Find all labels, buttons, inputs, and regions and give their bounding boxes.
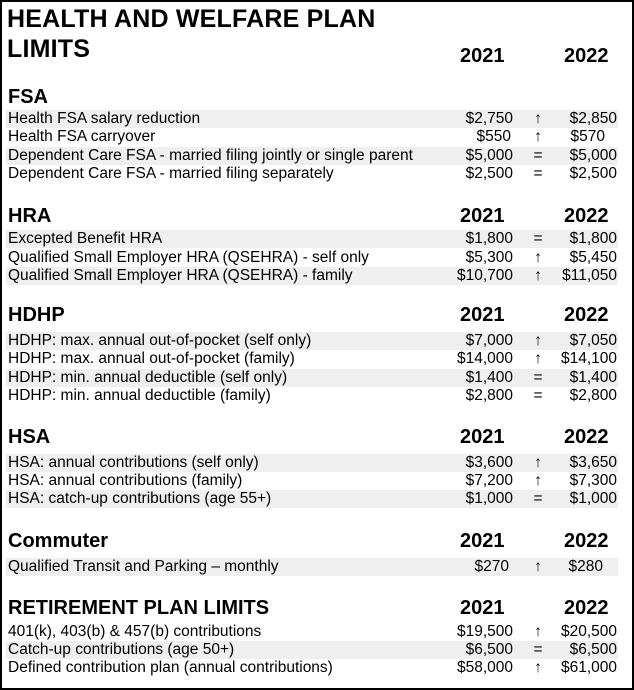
- row-label: Excepted Benefit HRA: [8, 230, 163, 247]
- value-2022: $5,450: [569, 249, 617, 266]
- table-row: [6, 110, 618, 128]
- row-label: HSA: annual contributions (self only): [8, 454, 259, 471]
- value-2021: $7,200: [465, 472, 513, 489]
- change-indicator: =: [533, 490, 543, 507]
- section-title-retirement: RETIREMENT PLAN LIMITS: [8, 597, 270, 619]
- value-2022: $5,000: [569, 147, 617, 164]
- change-indicator: ↑: [534, 659, 542, 676]
- section-year-2022: 2022: [564, 426, 609, 448]
- value-2022: $7,050: [569, 332, 617, 349]
- value-2021: $1,400: [465, 369, 513, 386]
- section-title-hsa: HSA: [8, 426, 51, 448]
- value-2021: $7,000: [465, 332, 513, 349]
- change-indicator: ↑: [534, 350, 542, 367]
- value-2022: $2,500: [569, 165, 617, 182]
- section-year-2021: 2021: [460, 530, 505, 552]
- table-row: [6, 472, 618, 490]
- value-2021: $2,500: [465, 165, 513, 182]
- table-row: [6, 490, 618, 508]
- table-row: [6, 558, 618, 576]
- row-label: HDHP: min. annual deductible (family): [8, 387, 271, 404]
- table-row: [6, 128, 618, 146]
- value-2022: $7,300: [569, 472, 617, 489]
- section-title-fsa: FSA: [8, 86, 48, 108]
- value-2022: $20,500: [560, 623, 617, 640]
- table-row: [6, 350, 618, 368]
- value-2021: $2,800: [465, 387, 513, 404]
- change-indicator: =: [533, 641, 543, 658]
- row-label: HSA: catch-up contributions (age 55+): [8, 490, 272, 507]
- change-indicator: =: [533, 369, 543, 386]
- section-year-2021: 2021: [460, 205, 505, 227]
- value-2022: $280: [568, 558, 603, 575]
- change-indicator: ↑: [534, 249, 542, 266]
- value-2021: $6,500: [465, 641, 513, 658]
- table-row: [6, 147, 618, 165]
- table-row: [6, 230, 618, 248]
- value-2022: $1,000: [569, 490, 617, 507]
- value-2021: $14,000: [456, 350, 513, 367]
- value-2022: $2,850: [569, 110, 617, 127]
- change-indicator: ↑: [534, 332, 542, 349]
- section-year-2021: 2021: [460, 304, 505, 326]
- change-indicator: ↑: [534, 558, 542, 575]
- table-row: [6, 387, 618, 405]
- table-row: [6, 165, 618, 183]
- value-2021: $550: [476, 128, 511, 145]
- table-row: [6, 454, 618, 472]
- row-label: Defined contribution plan (annual contributions): [8, 659, 333, 676]
- table-row: [6, 332, 618, 350]
- table-row: [6, 267, 618, 285]
- row-label: Dependent Care FSA - married filing separately: [8, 165, 334, 182]
- change-indicator: ↑: [534, 472, 542, 489]
- change-indicator: ↑: [534, 110, 542, 127]
- section-title-hra: HRA: [8, 205, 52, 227]
- value-2022: $570: [570, 128, 605, 145]
- section-year-2022: 2022: [564, 304, 609, 326]
- value-2021: $2,750: [465, 110, 513, 127]
- value-2022: $6,500: [569, 641, 617, 658]
- row-label: HDHP: min. annual deductible (self only): [8, 369, 288, 386]
- page-title: [7, 4, 427, 64]
- section-title-commuter: Commuter: [8, 530, 109, 552]
- value-2022: $1,800: [569, 230, 617, 247]
- change-indicator: ↑: [534, 267, 542, 284]
- value-2022: $2,800: [569, 387, 617, 404]
- row-label: 401(k), 403(b) & 457(b) contributions: [8, 623, 262, 640]
- row-label: HDHP: max. annual out-of-pocket (family): [8, 350, 295, 367]
- row-label: HDHP: max. annual out-of-pocket (self only): [8, 332, 312, 349]
- change-indicator: ↑: [534, 454, 542, 471]
- change-indicator: ↑: [534, 128, 542, 145]
- row-label: HSA: annual contributions (family): [8, 472, 243, 489]
- header-year-2022: 2022: [564, 45, 609, 67]
- title-line-1: HEALTH AND WELFARE PLAN: [7, 5, 376, 33]
- section-year-2021: 2021: [460, 426, 505, 448]
- section-title-hdhp: HDHP: [8, 304, 65, 326]
- row-label: Health FSA carryover: [8, 128, 156, 145]
- value-2022: $14,100: [560, 350, 617, 367]
- row-label: Qualified Small Employer HRA (QSEHRA) - self only: [8, 249, 369, 266]
- row-label: Dependent Care FSA - married filing jointly or single parent: [8, 147, 413, 164]
- row-label: Qualified Small Employer HRA (QSEHRA) - family: [8, 267, 353, 284]
- table-row: [6, 641, 618, 659]
- change-indicator: ↑: [534, 623, 542, 640]
- table-row: [6, 249, 618, 267]
- title-line-2: LIMITS: [7, 35, 91, 63]
- section-year-2022: 2022: [564, 205, 609, 227]
- section-year-2022: 2022: [564, 597, 609, 619]
- table-row: [6, 623, 618, 641]
- section-year-2022: 2022: [564, 530, 609, 552]
- value-2021: $3,600: [465, 454, 513, 471]
- change-indicator: =: [533, 230, 543, 247]
- change-indicator: =: [533, 387, 543, 404]
- value-2021: $270: [474, 558, 509, 575]
- row-label: Qualified Transit and Parking – monthly: [8, 558, 279, 575]
- value-2021: $5,300: [465, 249, 513, 266]
- value-2022: $3,650: [569, 454, 617, 471]
- change-indicator: =: [533, 165, 543, 182]
- header-year-2021: 2021: [460, 45, 505, 67]
- value-2021: $1,800: [465, 230, 513, 247]
- value-2021: $58,000: [456, 659, 513, 676]
- value-2021: $5,000: [465, 147, 513, 164]
- row-label: Catch-up contributions (age 50+): [8, 641, 235, 658]
- value-2021: $19,500: [456, 623, 513, 640]
- change-indicator: =: [533, 147, 543, 164]
- table-row: [6, 659, 618, 677]
- value-2022: $1,400: [569, 369, 617, 386]
- row-label: Health FSA salary reduction: [8, 110, 201, 127]
- value-2022: $61,000: [560, 659, 617, 676]
- value-2022: $11,050: [562, 267, 617, 284]
- value-2021: $10,700: [456, 267, 513, 284]
- table-row: [6, 369, 618, 387]
- section-year-2021: 2021: [460, 597, 505, 619]
- value-2021: $1,000: [465, 490, 513, 507]
